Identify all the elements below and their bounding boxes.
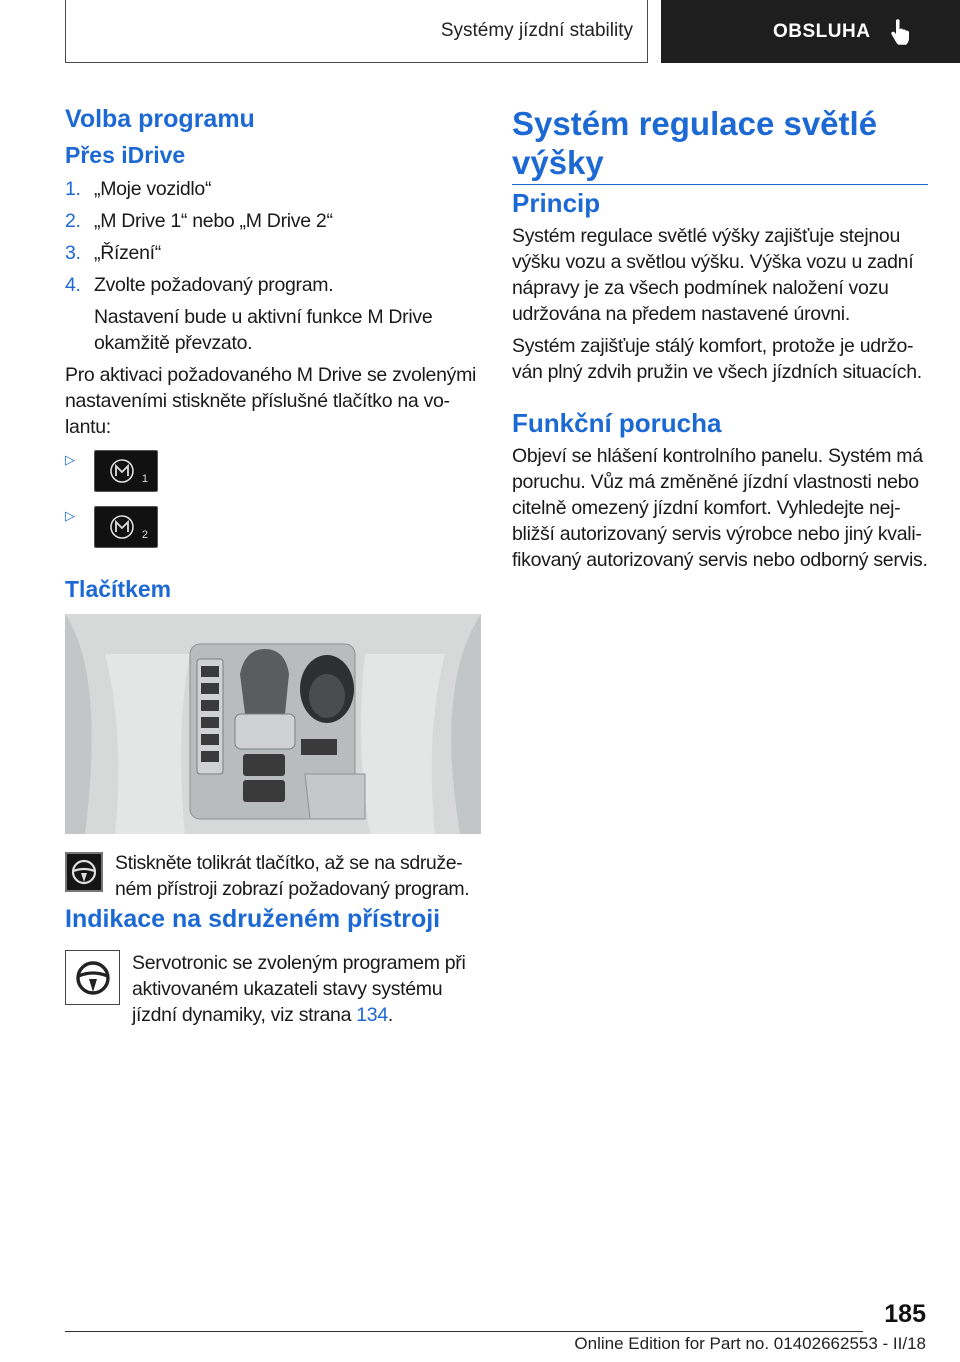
step-item: 2. „M Drive 1“ nebo „M Drive 2“	[65, 210, 333, 232]
m1-button-icon	[94, 450, 158, 492]
m1-digit: 1	[141, 473, 148, 485]
footer-divider	[65, 1331, 863, 1332]
header-section-title-box	[65, 0, 648, 63]
idrive-steps	[65, 176, 481, 356]
heading-volba-programu: Volba programu	[65, 105, 255, 133]
activation-text: Pro aktivaci požadovaného M Drive se zvolenými nastaveními stiskněte příslušné tlačítko na vo-lantu:	[65, 364, 477, 438]
m-button-row-2	[65, 506, 481, 548]
chapter-tab	[661, 0, 960, 63]
fault-paragraph: Objeví se hlášení kontrolního panelu. Systém má poruchu. Vůz má změněné jízdní vlastnosti nebo citelně omezený jízdní komfort. Vyhledejte nej-bližší autorizovaný servis výrobce nebo jiný kvali-fikovaný autorizovaný servis nebo odborný servis.	[512, 445, 928, 571]
page-reference-link[interactable]: 134	[356, 1004, 388, 1026]
left-column	[65, 100, 481, 1028]
indicator-text: Servotronic se zvoleným programem při aktivovaném ukazateli stavy systému jízdní dynamiky, viz strana 134.	[132, 952, 466, 1026]
step-item: 3. „Řízení“	[65, 242, 161, 264]
heading-indikace: Indikace na sdruženém přístroji	[65, 905, 441, 933]
heading-funkcni-porucha: Funkční porucha	[512, 408, 722, 438]
chapter-label: OBSLUHA	[773, 20, 871, 42]
indicator-row	[65, 950, 481, 1028]
steering-wheel-outline-icon	[65, 950, 120, 1005]
step-note: Nastavení bude u aktivní funkce M Drive okamžitě převzato.	[94, 306, 433, 354]
step-item: 1. „Moje vozidlo“	[65, 178, 212, 200]
principle-paragraph-1: Systém regulace světlé výšky zajišťuje stejnou výšku vozu a světlou výšku. Výška vozu u zadní nápravy je za všech podmínek naložení vozu udržována na předem nastavené úrovni.	[512, 225, 914, 325]
right-column	[512, 100, 928, 573]
heading-system-regulace: Systém regulace světlé výšky	[512, 104, 928, 185]
principle-paragraph-2: Systém zajišťuje stálý komfort, protože je udržo-ván plný zdvih pružin ve všech jízdních situacích.	[512, 335, 922, 383]
photo-note-row	[65, 850, 481, 902]
steering-wheel-icon	[65, 852, 103, 892]
m-button-row-1	[65, 450, 481, 492]
pointing-hand-icon	[888, 18, 912, 46]
list-marker: ▷	[65, 452, 75, 467]
step-item: 4. Zvolte požadovaný program. Nastavení bude u aktivní funkce M Drive okamžitě převzato.	[65, 272, 481, 356]
section-title: Systémy jízdní stability	[440, 20, 633, 41]
heading-tlacitkem: Tlačítkem	[65, 576, 172, 602]
page-number: 185	[884, 1300, 926, 1328]
center-console-photo	[65, 614, 481, 834]
footer-edition: Online Edition for Part no. 01402662553 - II/18	[574, 1334, 926, 1353]
heading-princip: Princip	[512, 188, 601, 218]
m2-button-icon	[94, 506, 158, 548]
heading-pres-idrive: Přes iDrive	[65, 142, 186, 168]
list-marker: ▷	[65, 508, 75, 523]
m2-digit: 2	[141, 529, 148, 541]
photo-note-text: Stiskněte tolikrát tlačítko, až se na sdruže-ném přístroji zobrazí požadovaný program.	[115, 852, 470, 900]
